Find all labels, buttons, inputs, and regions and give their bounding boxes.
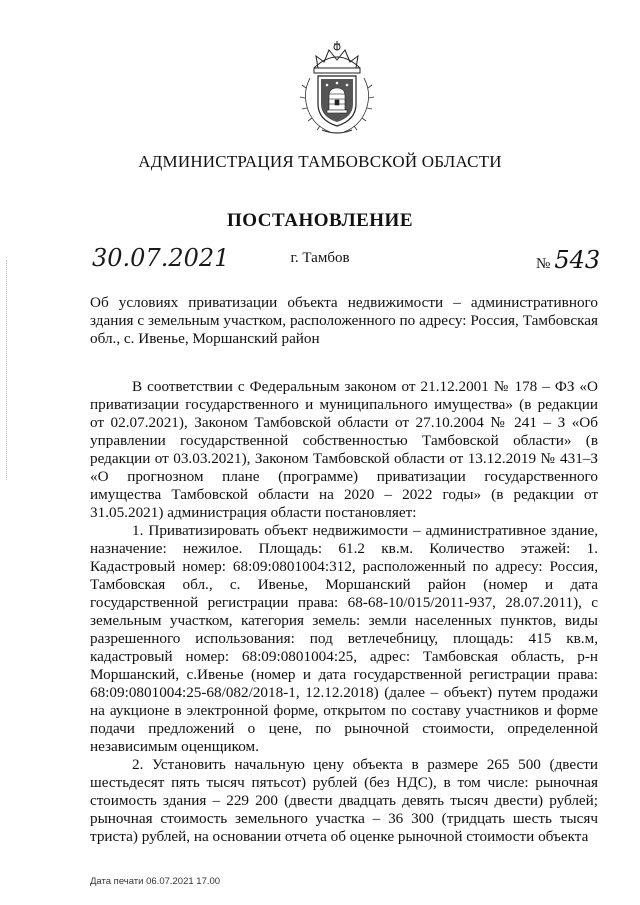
number-label: № [536,256,551,272]
document-date: 30.07.2021 [92,244,230,272]
document-city: г. Тамбов [290,250,350,266]
document-type-title: ПОСТАНОВЛЕНИЕ [226,210,414,231]
organization-name: АДМИНИСТРАЦИЯ ТАМБОВСКОЙ ОБЛАСТИ [138,152,502,171]
scan-edge-mark [6,260,8,480]
preamble-paragraph: В соответствии с Федеральным законом от 21.12.2001 № 178 – ФЗ «О приватизации государственного и муниципального имущества» (в редакции от 02.07.2021), Законом Тамбовской области от 27.10.2004 № 241 – З «Об управлении государственной собственностью Тамбовской области» (в редакции от 03.03.2021), Законом Тамбовской области от 13.12.2019 № 431–З «О прогнозном плане (программе) приватизации государственного имущества Тамбовской области на 2020 – 2022 годы» (в редакции от 31.05.2021) администрация области постановляет: [90,378,598,521]
document-body [90,378,598,846]
clause-2-paragraph: 2. Установить начальную цену объекта в размере 265 500 (двести шестьдесят пять тысяч пятьсот) рублей (без НДС), в том числе: рыночная стоимость здания – 229 200 (двести двадцать девять тысяч двести) рублей; рыночная стоимость земельного участка – 36 300 (тридцать шесть тысяч триста) рублей, на основании отчета об оценке рыночной стоимости объекта [90,756,598,845]
document-number [536,246,600,274]
number-value: 543 [554,246,601,274]
clause-1-paragraph: 1. Приватизировать объект недвижимости – административное здание, назначение: нежилое. Площадь: 61.2 кв.м. Количество этажей: 1. Кадастровый номер: 68:09:0801004:312, расположенный по адресу: Россия, Тамбовская обл., с. Ивенье, Моршанский район (номер и дата государственной регистрации права: 68-68-10/015/2011-937, 28.07.2011), с земельным участком, категория земель: земли населенных пунктов, виды разрешенного использования: под ветлечебницу, площадь: 415 кв.м, кадастровый номер: 68:09:0801004:25, адрес: Тамбовская область, р-н Моршанский, с.Ивенье (номер и дата государственной регистрации права: 68:09:0801004:25-68/082/2018-1, 12.12.2018) (далее – объект) путем продажи на аукционе в электронной форме, открытом по составу участников и форме подачи предложений о цене, по рыночной стоимости, определенной независимым оценщиком. [90,522,598,755]
print-date-footer: Дата печати 06.07.2021 17.00 [90,876,221,887]
tambov-coat-of-arms-icon [296,38,378,138]
document-subject: Об условиях приватизации объекта недвижимости – административного здания с земельным участком, расположенного по адресу: Россия, Тамбовская обл., с. Ивенье, Моршанский район [90,294,598,347]
